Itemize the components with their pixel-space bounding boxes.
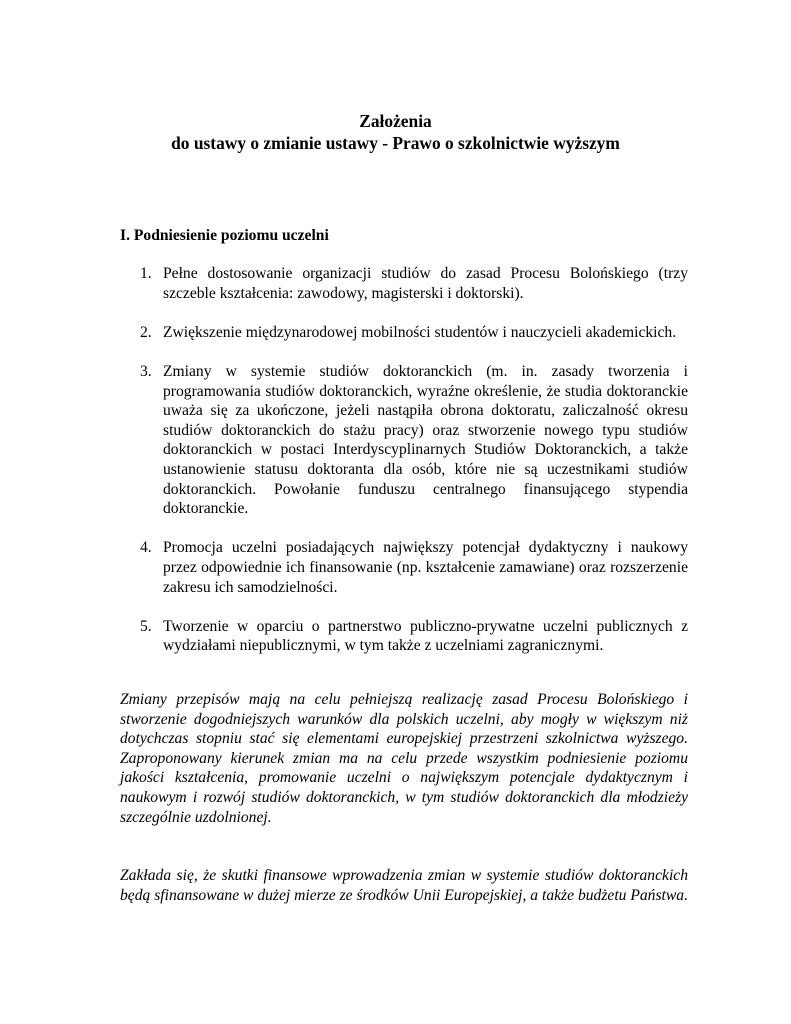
list-item: [120, 323, 688, 343]
list-item-text: Tworzenie w oparciu o partnerstwo publiczno-prywatne uczelni publicznych z wydziałami niepublicznymi, w tym także z uczelniami zagranicznymi.: [163, 617, 688, 655]
list-item-number: 1.: [140, 265, 152, 282]
list-item-number: 5.: [140, 617, 152, 635]
title-line-1: Założenia: [359, 111, 432, 131]
paragraph-goals: Zmiany przepisów mają na celu pełniejszą realizację zasad Procesu Bolońskiego i stworzenie dogodniejszych warunków dla polskich uczelni, aby mogły w większym niż dotychczas stopniu stać się elementami europejskiej przestrzeni szkolnictwa wyższego. Zaproponowany kierunek zmian ma na celu przede wszystkim podniesienie poziomu jakości kształcenia, promowanie uczelni o największym potencjale dydaktycznym i naukowym i rozwój studiów doktoranckich, w tym studiów doktoranckich dla młodzieży szczególnie uzdolnionej.: [120, 691, 688, 826]
list-item-number: 2.: [140, 323, 152, 341]
list-item-text: Pełne dostosowanie organizacji studiów do zasad Procesu Bolońskiego (trzy szczeble kształcenia: zawodowy, magisterski i doktorski).: [163, 265, 688, 302]
list-item: [120, 264, 688, 303]
list-item: [120, 617, 688, 656]
title-line-2: do ustawy o zmianie ustawy - Prawo o szkolnictwie wyższym: [171, 133, 620, 153]
list-item: [120, 538, 688, 597]
list-item-text: Zmiany w systemie studiów doktoranckich (m. in. zasady tworzenia i programowania studiów doktoranckich, wyraźne określenie, że studia doktoranckie uważa się za ukończone, jeżeli nastąpiła obrona doktoratu, zaliczalność okresu studiów doktoranckich do stażu pracy) oraz stworzenie nowego typu studiów doktoranckich w postaci Interdyscyplinarnych Studiów Doktoranckich, a także ustanowienie statusu doktoranta dla osób, które nie są uczestnikami studiów doktoranckich. Powołanie funduszu centralnego finansującego stypendia doktoranckie.: [163, 362, 688, 518]
paragraph-financing: Zakłada się, że skutki finansowe wprowadzenia zmian w systemie studiów doktoranckich będą sfinansowane w dużej mierze ze środków Unii Europejskiej, a także budżetu Państwa.: [120, 867, 688, 904]
document-title: [0, 110, 791, 154]
list-item-number: 4.: [140, 539, 152, 557]
section-heading: I. Podniesienie poziomu uczelni: [120, 227, 329, 244]
numbered-list: [120, 264, 688, 675]
list-item-text: Promocja uczelni posiadających największy potencjał dydaktyczny i naukowy przez odpowiednie ich finansowanie (np. kształcenie zamawiane) oraz rozszerzenie zakresu ich samodzielności.: [163, 539, 688, 596]
list-item-number: 3.: [140, 362, 152, 380]
list-item: [120, 362, 688, 519]
list-item-text: Zwiększenie międzynarodowej mobilności studentów i nauczycieli akademickich.: [163, 323, 677, 341]
